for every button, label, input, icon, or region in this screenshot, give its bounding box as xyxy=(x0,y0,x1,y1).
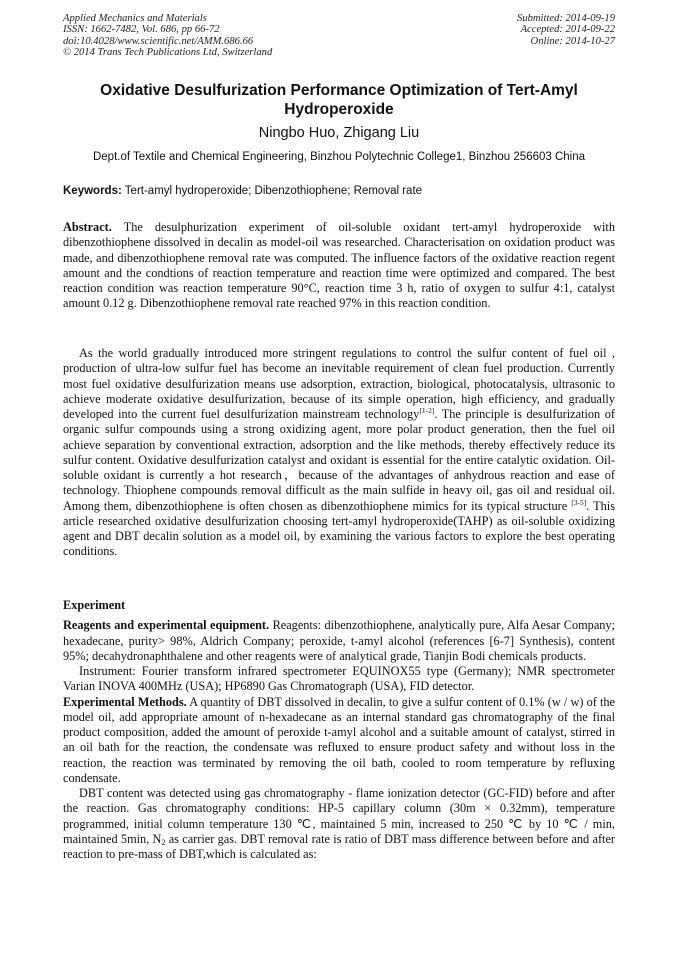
intro-text-3: . This article researched oxidative desulfurization choosing tert-amyl hydroperoxide(TAHP) as oil-soluble oxidizing agent and DBT decalin solution as a model oil, by examining the various factors to explore the best operating conditions. xyxy=(63,498,615,559)
citation-ref-1: [1-2] xyxy=(419,406,435,415)
journal-name: Applied Mechanics and Materials xyxy=(63,13,207,24)
paper-authors: Ningbo Huo, Zhigang Liu xyxy=(258,125,420,141)
keywords-label: Keywords: xyxy=(63,185,122,197)
n2-subscript: 2 xyxy=(161,837,166,847)
citation-ref-2: [3-5] xyxy=(571,497,587,507)
paper-title: Oxidative Desulfurization Performance Optimization of Tert-Amyl Hydroperoxide xyxy=(100,82,578,118)
journal-header-left xyxy=(63,13,272,59)
abstract-paragraph xyxy=(63,220,615,312)
instrument-paragraph: Instrument: Fourier transform infrared spectrometer EQUINOX55 type (Germany); NMR spectrometer Varian INOVA 400MHz (USA); HP6890 Gas Chromatograph (USA), FID detector. xyxy=(63,664,615,694)
dbt-detection-paragraph xyxy=(63,786,615,862)
submitted-date: Submitted: 2014-09-19 xyxy=(517,13,615,24)
experiment-heading: Experiment xyxy=(63,598,126,612)
keywords-text: Tert-amyl hydroperoxide; Dibenzothiophene; Removal rate xyxy=(124,185,423,197)
methods-label: Experimental Methods. xyxy=(63,694,187,709)
journal-header-right xyxy=(517,13,615,47)
online-date: Online: 2014-10-27 xyxy=(530,35,615,47)
methods-text: A quantity of DBT dissolved in decalin, to give a sulfur content of 0.1% (w / w) of the model oil, add appropriate amount of n-hexadecane as an internal standard gas chromatography of the final product composition, added the amount of peroxide t-amyl alcohol and a suitable amount of catalyst, stirred in an oil bath for the reaction, the condensate was refluxed to ensure product safety and without loss in the reaction, the reaction was terminated by removing the oil bath, cooled to room temperature by refluxing condensate. xyxy=(63,694,615,785)
introduction-section xyxy=(63,346,615,560)
methods-paragraph xyxy=(63,695,615,787)
issn-line: ISSN: 1662-7482, Vol. 686, pp 66-72 xyxy=(63,24,220,36)
intro-text-2: . The principle is desulfurization of organic sulfur compounds using a strong oxidizing agent, more polar product generation, then the fuel oil achieve separation by conventional extraction, adsorption and the like methods, thereby effectively reduce its sulfur content. Oxidative desulfurization catalyst and oxidant is essential for the entire catalytic oxidation. Oil-soluble oxidant is currently a hot research，because of the advantages of anhydrous reaction and ease of technology. Thiophene compounds removal difficult as the main sulfide in heavy oil, gas oil and residual oil. Among them, dibenzothiophene is often chosen as dibenzothiophene mimics for its typical structure xyxy=(63,407,616,513)
dbt-text-1: DBT content was detected using gas chromatography - flame ionization detector (GC-FID) before and after the reaction. Gas chromatography conditions: HP-5 capillary column (30m × 0.32mm), temperature programmed, initial column temperature 130 ℃, maintained 5 min, increased to 250 ℃ by 10 ℃ / min, maintained 5min, N xyxy=(63,786,615,846)
dbt-text-2: as carrier gas. DBT removal rate is ratio of DBT mass difference between before and after reaction to pre-mass of DBT,which is calculated as: xyxy=(63,831,616,861)
abstract-label: Abstract. xyxy=(63,220,112,234)
intro-text-1: As the world gradually introduced more stringent regulations to control the sulfur content of fuel oil , production of ultra-low sulfur fuel has become an inevitable requirement of clean fuel production. Currently most fuel oxidative desulfurization means use adsorption, extraction, biological, photocatalysis, ultrasonic to achieve moderate oxidative desulfurization, because of its simple operation, high efficiency, and gradually developed into the current fuel desulfurization mainstream technology xyxy=(63,346,615,421)
keywords-line xyxy=(63,184,615,198)
accepted-date: Accepted: 2014-09-22 xyxy=(520,24,615,36)
reagents-label: Reagents and experimental equipment. xyxy=(63,618,270,633)
reagents-paragraph xyxy=(63,618,615,664)
abstract-section xyxy=(63,220,615,312)
reagents-text: Reagents: dibenzothiophene, analytically pure, Alfa Aesar Company; hexadecane, purity> 98%, Aldrich Company; peroxide, t-amyl alcohol (references [6-7] Synthesis), content 95%; decahydronaphthalene and other reagents were of analytical grade, Tianjin Bodi chemicals products. xyxy=(63,618,615,663)
experiment-section xyxy=(63,598,615,862)
author-affiliation: Dept.of Textile and Chemical Engineering, Binzhou Polytechnic College1, Binzhou 256603 China xyxy=(92,151,586,163)
introduction-paragraph xyxy=(63,346,615,560)
copyright-line: © 2014 Trans Tech Publications Ltd, Switzerland xyxy=(63,47,273,59)
doi-line: doi:10.4028/www.scientific.net/AMM.686.66 xyxy=(63,35,254,47)
abstract-text: The desulphurization experiment of oil-soluble oxidant tert-amyl hydroperoxide with dibenzothiophene dissolved in decalin as model-oil was researched. Characterisation on oxidation product was made, and dibenzothiophene removal rate was computed. The influence factors of the oxidative reaction regent amount and the condtions of reaction temperature and reaction time were optimized and compared. The best reaction condition was reaction temperature 90°C, reaction time 3 h, ratio of oxygen to sulfur 4:1, catalyst amount 0.12 g. Dibenzothiophene removal rate reached 97% in this reaction condition. xyxy=(63,220,615,311)
